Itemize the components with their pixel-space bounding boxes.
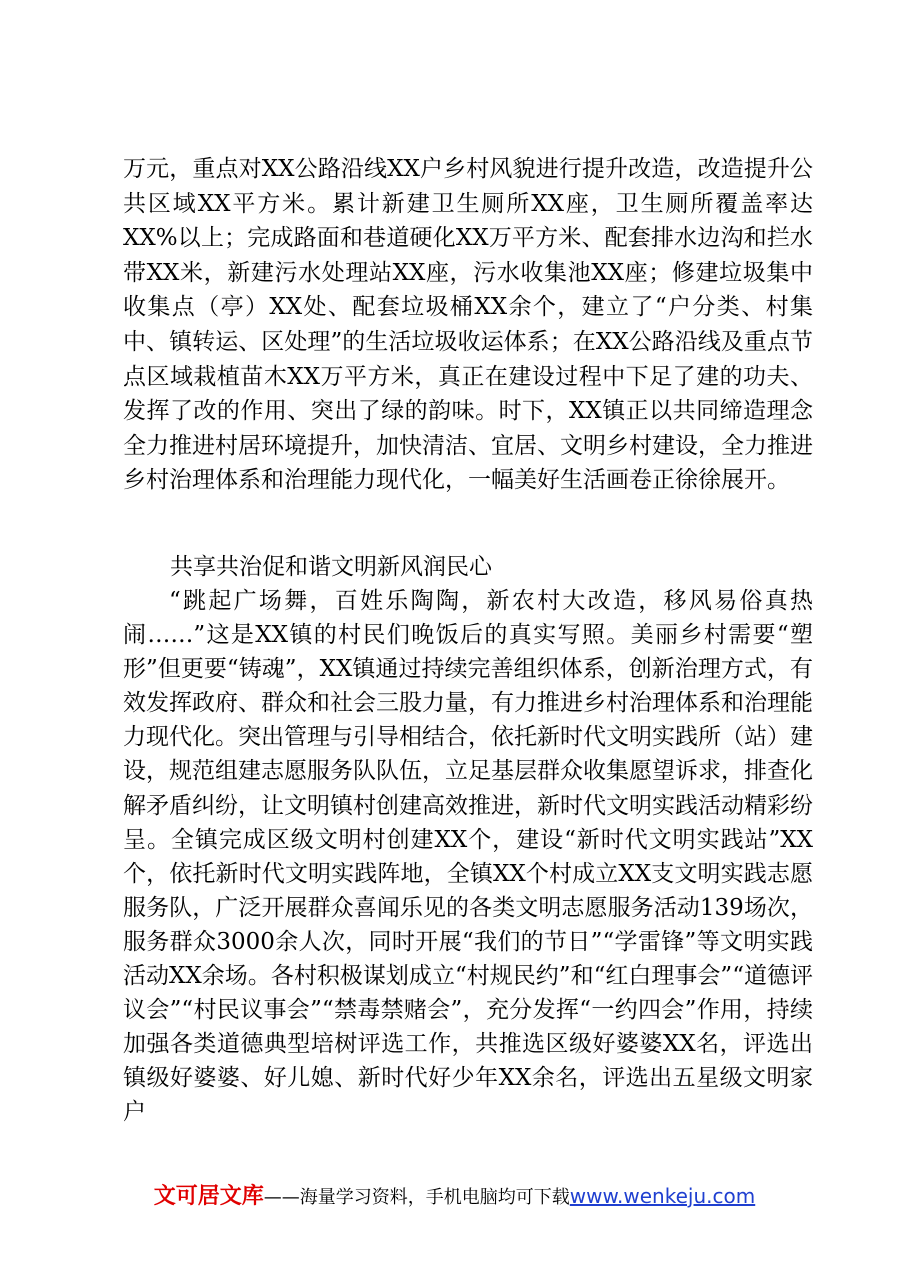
section-heading: 共享共治促和谐文明新风润民心 <box>170 554 492 580</box>
footer-brand: 文可居文库 <box>153 1184 264 1209</box>
paragraph-1: 万元，重点对XX公路沿线XX户乡村风貌进行提升改造，改造提升公共区域XX平方米。累计新建卫生厕所XX座，卫生厕所覆盖率达XX%以上；完成路面和巷道硬化XX万平方米、配套排水边沟和拦水带XX米，新建污水处理站XX座，污水收集池XX座；修建垃圾集中收集点（亭）XX处、配套垃圾桶XX余个，建立了“户分类、村集中、镇转运、区处理”的生活垃圾收运体系；在XX公路沿线及重点节点区域栽植苗木XX万平方米，真正在建设过程中下足了建的功夫、发挥了改的作用、突出了绿的韵味。时下，XX镇正以共同缔造理念全力推进村居环境提升，加快清洁、宜居、文明乡村建设，全力推进乡村治理体系和治理能力现代化，一幅美好生活画卷正徐徐展开。 <box>123 156 813 494</box>
footer-url-link[interactable]: www.wenkeju.com <box>569 1184 756 1208</box>
footer-watermark <box>0 1181 909 1213</box>
paragraph-2: “跳起广场舞，百姓乐陶陶，新农村大改造，移风易俗真热闹……”这是XX镇的村民们晚饭后的真实写照。美丽乡村需要“塑形”但更要“铸魂”，XX镇通过持续完善组织体系，创新治理方式，有效发挥政府、群众和社会三股力量，有力推进乡村治理体系和治理能力现代化。突出管理与引导相结合，依托新时代文明实践所（站）建设，规范组建志愿服务队队伍，立足基层群众收集愿望诉求，排查化解矛盾纠纷，让文明镇村创建高效推进，新时代文明实践活动精彩纷呈。全镇完成区级文明村创建XX个，建设“新时代文明实践站”XX个，依托新时代文明实践阵地，全镇XX个村成立XX支文明实践志愿服务队，广泛开展群众喜闻乐见的各类文明志愿服务活动139场次，服务群众3000余人次，同时开展“我们的节日”“学雷锋”等文明实践活动XX余场。各村积极谋划成立“村规民约”和“红白理事会”“道德评议会”“村民议事会”“禁毒禁赌会”，充分发挥“一约四会”作用，持续加强各类道德典型培树评选工作，共推选区级好婆婆XX名，评选出镇级好婆婆、好儿媳、新时代好少年XX余名，评选出五星级文明家户 <box>123 588 813 1126</box>
footer-tagline: ——海量学习资料，手机电脑均可下载 <box>263 1187 570 1208</box>
